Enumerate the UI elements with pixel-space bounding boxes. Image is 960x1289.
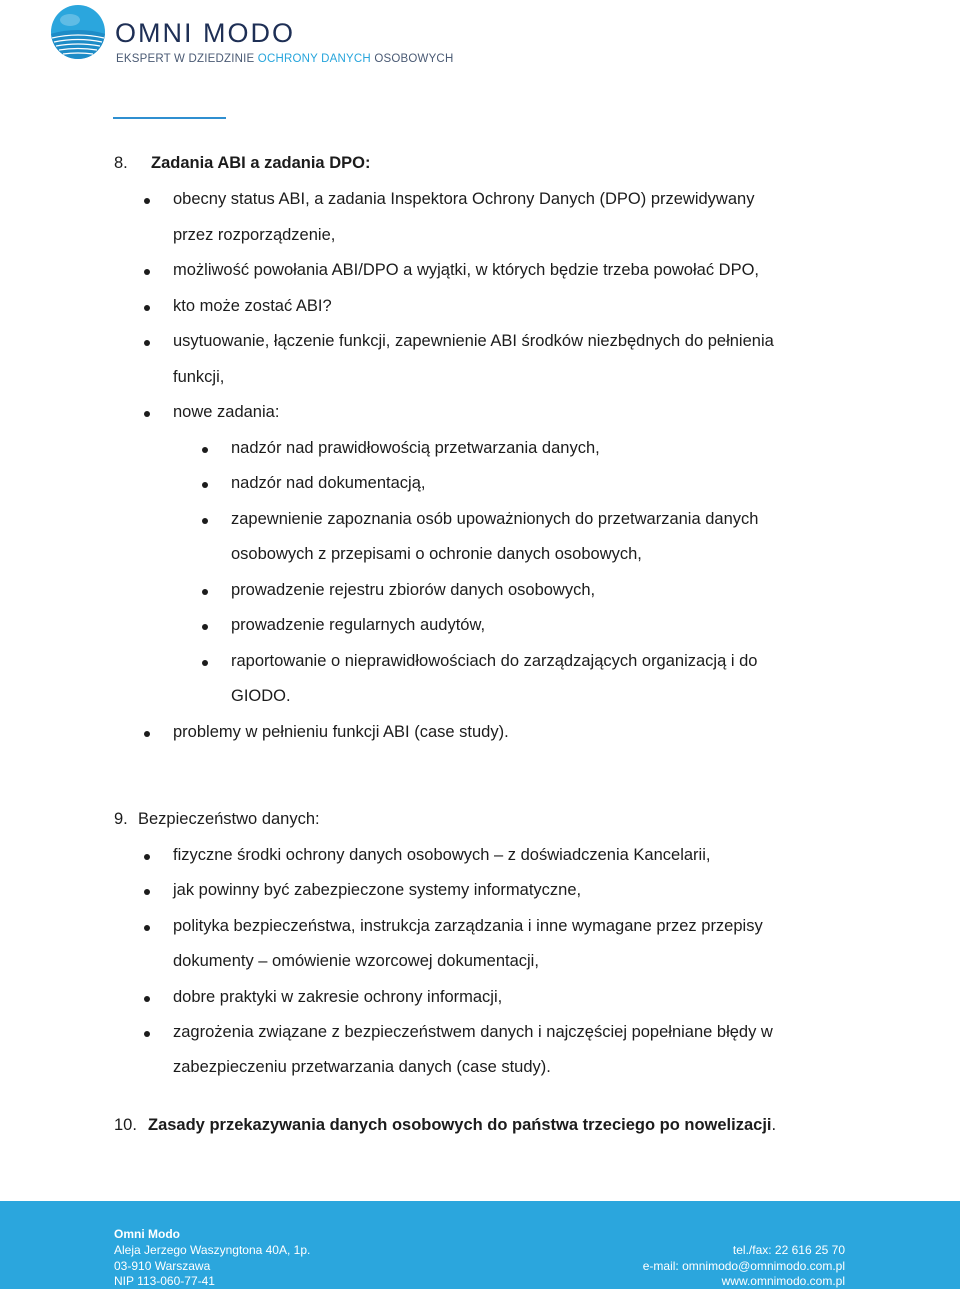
bullet <box>144 925 150 931</box>
list-item: kto może zostać ABI? <box>173 297 332 315</box>
logo-tagline-part2: OCHRONY DANYCH <box>257 53 371 65</box>
sub-bullet <box>202 660 208 666</box>
list-item-continuation: przez rozporządzenie, <box>173 226 336 244</box>
section-10-number: 10. <box>114 1116 137 1134</box>
footer-address: Aleja Jerzego Waszyngtona 40A, 1p. <box>114 1243 311 1257</box>
bullet <box>144 411 150 417</box>
bullet <box>144 854 150 860</box>
sub-bullet <box>202 624 208 630</box>
logo-sphere-icon <box>50 4 106 60</box>
footer-city: 03-910 Warszawa <box>114 1259 211 1273</box>
sub-list-item: prowadzenie regularnych audytów, <box>231 616 486 634</box>
footer-website[interactable]: www.omnimodo.com.pl <box>721 1274 845 1288</box>
footer-company: Omni Modo <box>114 1227 180 1241</box>
section-10-title: Zasady przekazywania danych osobowych do państwa trzeciego po nowelizacji <box>148 1116 772 1134</box>
sub-list-item: prowadzenie rejestru zbiorów danych osobowych, <box>231 581 596 599</box>
list-item: nowe zadania: <box>173 403 280 421</box>
logo-tagline-part1: EKSPERT W DZIEDZINIE <box>116 53 258 65</box>
sub-list-item-continuation: osobowych z przepisami o ochronie danych osobowych, <box>231 545 642 563</box>
list-item: problemy w pełnieniu funkcji ABI (case study). <box>173 723 509 741</box>
section-10-title-end: . <box>771 1116 777 1134</box>
sub-bullet <box>202 482 208 488</box>
footer-email[interactable]: e-mail: omnimodo@omnimodo.com.pl <box>642 1259 845 1273</box>
section-9-number: 9. <box>114 810 128 828</box>
bullet <box>144 731 150 737</box>
list-item: możliwość powołania ABI/DPO a wyjątki, w których będzie trzeba powołać DPO, <box>173 261 759 279</box>
bullet <box>144 305 150 311</box>
bullet <box>144 198 150 204</box>
list-item-continuation: dokumenty – omówienie wzorcowej dokumentacji, <box>173 952 539 970</box>
list-item: dobre praktyki w zakresie ochrony informacji, <box>173 988 503 1006</box>
bullet <box>144 269 150 275</box>
list-item-continuation: zabezpieczeniu przetwarzania danych (case study). <box>173 1058 551 1076</box>
sub-bullet <box>202 518 208 524</box>
sub-bullet <box>202 447 208 453</box>
logo-name: OMNI MODO <box>115 18 295 48</box>
logo-tagline <box>116 53 453 65</box>
section-9-title: Bezpieczeństwo danych: <box>138 810 320 828</box>
list-item: zagrożenia związane z bezpieczeństwem danych i najczęściej popełniane błędy w <box>173 1023 773 1041</box>
bullet <box>144 1031 150 1037</box>
logo-tagline-part3: OSOBOWYCH <box>370 53 454 65</box>
header-divider <box>113 117 226 119</box>
sub-list-item: nadzór nad dokumentacją, <box>231 474 426 492</box>
company-logo <box>50 4 454 70</box>
footer-phone: tel./fax: 22 616 25 70 <box>732 1243 845 1257</box>
section-8-number: 8. <box>114 154 128 172</box>
list-item: obecny status ABI, a zadania Inspektora Ochrony Danych (DPO) przewidywany <box>173 190 755 208</box>
section-10-title-wrap <box>148 1115 776 1135</box>
sub-list-item: nadzór nad prawidłowością przetwarzania danych, <box>231 439 600 457</box>
list-item: jak powinny być zabezpieczone systemy informatyczne, <box>173 881 582 899</box>
bullet <box>144 996 150 1002</box>
footer-nip: NIP 113-060-77-41 <box>114 1274 215 1288</box>
sub-bullet <box>202 589 208 595</box>
list-item: usytuowanie, łączenie funkcji, zapewnienie ABI środków niezbędnych do pełnienia <box>173 332 774 350</box>
list-item-continuation: funkcji, <box>173 368 225 386</box>
page-footer <box>0 1201 960 1289</box>
section-8-title: Zadania ABI a zadania DPO: <box>151 154 371 172</box>
bullet <box>144 340 150 346</box>
bullet <box>144 889 150 895</box>
list-item: fizyczne środki ochrony danych osobowych – z doświadczenia Kancelarii, <box>173 846 711 864</box>
sub-list-item: zapewnienie zapoznania osób upoważnionych do przetwarzania danych <box>231 510 759 528</box>
sub-list-item: raportowanie o nieprawidłowościach do zarządzających organizacją i do <box>231 652 758 670</box>
list-item: polityka bezpieczeństwa, instrukcja zarządzania i inne wymagane przez przepisy <box>173 917 763 935</box>
sub-list-item-continuation: GIODO. <box>231 687 291 705</box>
